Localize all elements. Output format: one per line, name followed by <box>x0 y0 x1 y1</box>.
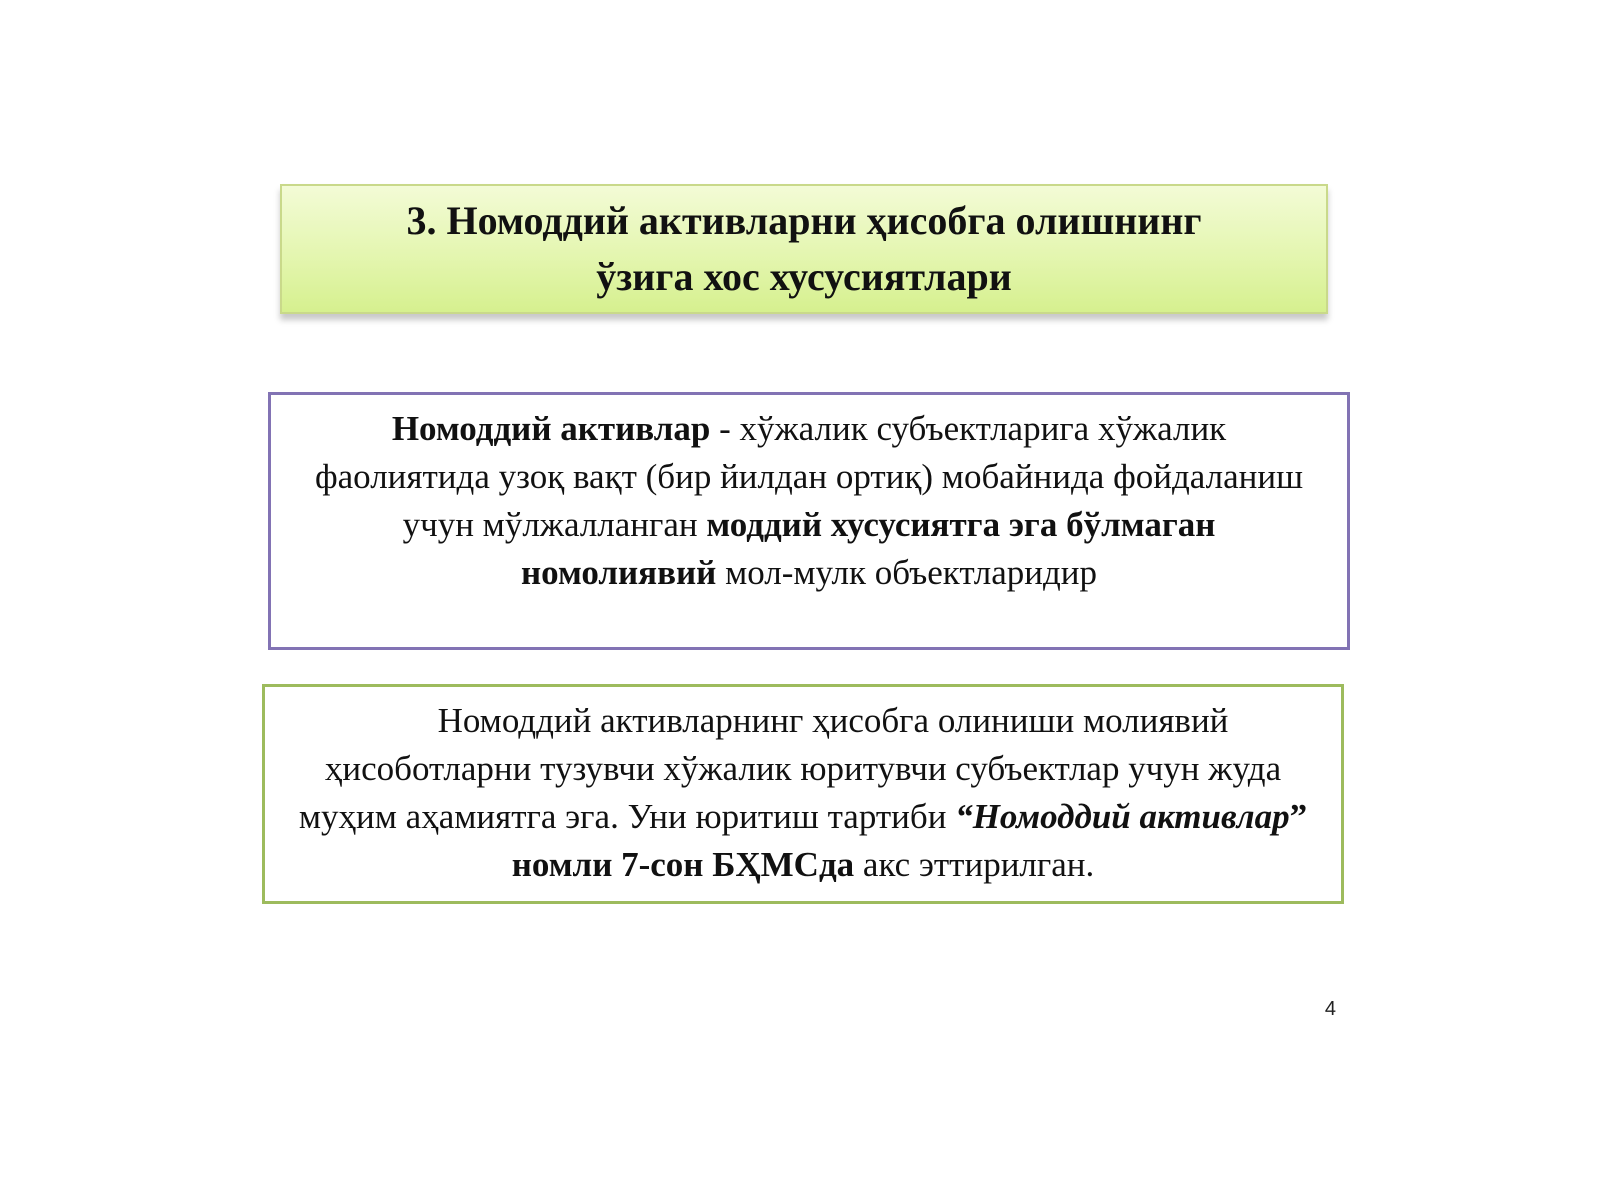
definition-bold-phrase: моддий хусусиятга эга бўлмаган номолиявий <box>520 505 1216 592</box>
standard-note-box <box>262 684 1344 904</box>
definition-paragraph <box>311 405 1307 597</box>
slide-title <box>366 193 1241 305</box>
definition-box <box>268 392 1350 650</box>
slide-title-line-2: ўзига хос хусусиятлари <box>596 254 1012 299</box>
definition-term: Номоддий активлар <box>391 409 711 448</box>
slide-title-box <box>280 184 1328 314</box>
note-text-part-2: акс эттирилган. <box>854 845 1095 884</box>
note-standard-reference: ” номли 7-сон БҲМСда <box>511 797 1308 884</box>
note-text-part-1: Номоддий активларнинг ҳисобга олиниши молиявий ҳисоботларни тузувчи хўжалик юритувчи субъектлар учун жуда муҳим аҳамиятга эга. Уни юритиш тартиби <box>298 701 1282 836</box>
definition-text-part-2: мол-мулк объектларидир <box>716 553 1098 592</box>
standard-note-paragraph <box>279 697 1327 889</box>
slide-title-line-1: 3. Номоддий активларни ҳисобга олишнинг <box>406 198 1202 243</box>
page-number: 4 <box>1324 998 1336 1020</box>
definition-text-part-1: - хўжалик субъектларига хўжалик фаолиятида узоқ вақт (бир йилдан ортиқ) мобайнида фойдаланиш учун мўлжалланган <box>314 409 1304 544</box>
note-standard-title: “Номоддий активлар <box>955 797 1290 836</box>
